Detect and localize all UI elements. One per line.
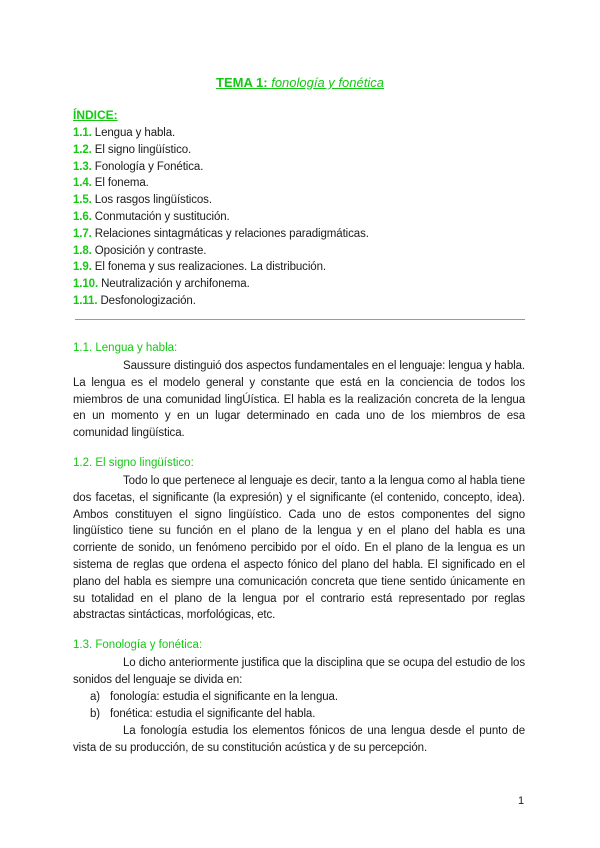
- toc-text: Neutralización y archifonema.: [101, 278, 250, 291]
- toc-item: [73, 159, 369, 176]
- toc-text: El fonema y sus realizaciones. La distribución.: [94, 261, 326, 274]
- toc-text: Los rasgos lingüísticos.: [94, 194, 212, 207]
- horizontal-divider: [75, 319, 525, 320]
- toc-number: 1.1.: [73, 127, 92, 139]
- toc-item: [73, 125, 369, 142]
- page-number: 1: [518, 795, 525, 807]
- list-text: fonología: estudia el significante en la lengua.: [110, 691, 338, 703]
- toc-text: Lengua y habla.: [94, 127, 176, 139]
- section-paragraph-signo-linguistico: Todo lo que pertenece al lenguaje es decir, tanto a la lengua como al habla tiene dos facetas, el significante (la expresión) y el significante (el contenido, concepto, idea). Ambos constituyen el signo lingüístico. Cada uno de estos componentes del signo lingüístico tiene su función en el plano de la lengua y en el plano del habla es una corriente de sonido, un fenómeno percibido por el oído. En el plano de la lengua es un sistema de reglas que ordena el aspecto fónico del plano del habla. El significado en el plano del habla es siempre una comunicación concreta que tiene sentido únicamente en su totalidad en el plano de la lengua por el contrario está representado por reglas abstractas sintácticas, morfológicas, etc.: [73, 475, 525, 622]
- toc-text: Relaciones sintagmáticas y relaciones paradigmáticas.: [94, 227, 369, 240]
- section-paragraph-lengua-habla: Saussure distinguió dos aspectos fundamentales en el lenguaje: lengua y habla. La lengua es el modelo general y constante que está en la conciencia de todos los miembros de una comunidad lingÚística. El habla es la realización concreta de la lengua en un momento y en un lugar determinado en cada uno de los miembros de esa comunidad lingüística.: [73, 360, 525, 440]
- list-marker: a): [90, 691, 101, 703]
- list-item: [90, 706, 338, 723]
- fonologia-fonetica-list: [90, 689, 338, 723]
- index-heading: ÍNDICE:: [73, 108, 118, 122]
- toc-item: [73, 209, 369, 226]
- toc-item: [73, 276, 369, 293]
- section-heading-signo-linguistico: 1.2. El signo lingüístico:: [73, 457, 194, 469]
- toc-number: 1.4.: [73, 177, 92, 190]
- toc-number: 1.11.: [73, 294, 98, 307]
- section-heading-fonologia-fonetica: 1.3. Fonología y fonética:: [73, 639, 203, 651]
- toc-number: 1.5.: [73, 194, 92, 207]
- toc-item: [73, 142, 369, 159]
- toc-item: [73, 226, 369, 243]
- list-marker: b): [90, 707, 101, 720]
- table-of-contents: [73, 125, 369, 310]
- title-main: TEMA 1:: [216, 75, 268, 90]
- document-title: [0, 75, 600, 90]
- toc-item: [73, 192, 369, 209]
- toc-item: [73, 243, 369, 260]
- toc-number: 1.8.: [73, 244, 92, 257]
- toc-item: [73, 175, 369, 192]
- toc-item: [73, 259, 369, 276]
- list-text: fonética: estudia el significante del habla.: [110, 707, 316, 720]
- toc-number: 1.7.: [73, 227, 92, 240]
- title-subtitle: fonología y fonética: [271, 75, 384, 90]
- toc-number: 1.3.: [73, 160, 92, 173]
- toc-text: Desfonologización.: [100, 294, 196, 307]
- list-item: [90, 689, 338, 706]
- toc-text: Fonología y Fonética.: [94, 160, 204, 173]
- toc-item: [73, 293, 369, 310]
- toc-number: 1.2.: [73, 143, 92, 156]
- toc-text: Conmutación y sustitución.: [94, 210, 230, 223]
- toc-text: El signo lingüístico.: [94, 143, 192, 156]
- section-heading-lengua-habla: 1.1. Lengua y habla:: [73, 342, 178, 354]
- toc-text: Oposición y contraste.: [94, 244, 207, 257]
- section-paragraph-fonologia-elementos: La fonología estudia los elementos fónicos de una lengua desde el punto de vista de su producción, de su constitución acústica y de su percepción.: [73, 725, 525, 754]
- toc-number: 1.9.: [73, 261, 92, 274]
- toc-text: El fonema.: [94, 177, 149, 190]
- toc-number: 1.6.: [73, 210, 92, 223]
- toc-number: 1.10.: [73, 278, 99, 291]
- section-paragraph-fonologia-fonetica: Lo dicho anteriormente justifica que la disciplina que se ocupa del estudio de los sonidos del lenguaje se divida en:: [73, 657, 525, 686]
